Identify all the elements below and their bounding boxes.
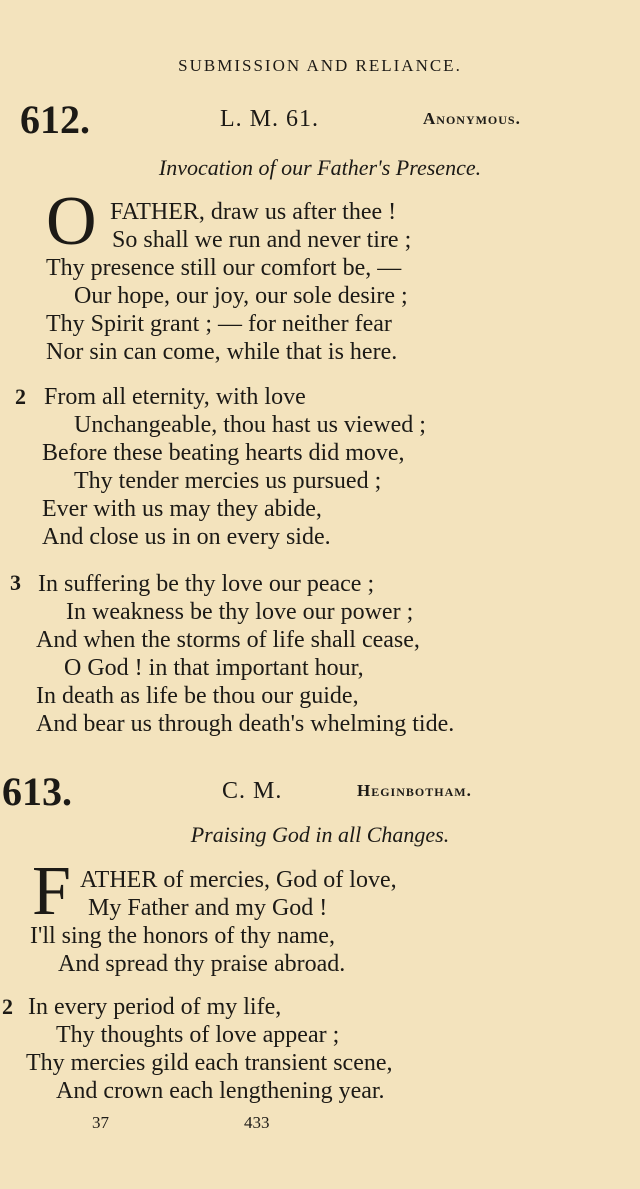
verse-number: 3 bbox=[10, 570, 21, 595]
verse-line: Before these beating hearts did move, bbox=[42, 440, 405, 466]
verse-line: In death as life be thou our guide, bbox=[36, 683, 359, 709]
verse-line: O God ! in that important hour, bbox=[64, 655, 364, 681]
verse-line: Thy Spirit grant ; — for neither fear bbox=[46, 311, 392, 337]
verse-line: And spread thy praise abroad. bbox=[58, 951, 346, 977]
verse-line: In suffering be thy love our peace ; bbox=[38, 571, 375, 597]
verse-line: Thy presence still our comfort be, — bbox=[46, 255, 402, 281]
verse-line: Our hope, our joy, our sole desire ; bbox=[74, 283, 408, 309]
verse-line: My Father and my God ! bbox=[88, 895, 328, 921]
hymn-author: Heginbotham. bbox=[357, 781, 472, 800]
verse-line: Thy thoughts of love appear ; bbox=[56, 1022, 340, 1048]
verse-line: And when the storms of life shall cease, bbox=[36, 627, 420, 653]
drop-cap: O bbox=[46, 183, 97, 260]
drop-cap: F bbox=[32, 853, 71, 930]
verse-line: And crown each lengthening year. bbox=[56, 1078, 385, 1104]
hymn-612-subtitle: Invocation of our Father's Presence. bbox=[158, 155, 482, 180]
running-head: SUBMISSION AND RELIANCE. bbox=[178, 56, 462, 75]
verse-line: In every period of my life, bbox=[28, 994, 282, 1020]
hymn-number: 612. bbox=[20, 97, 90, 142]
hymn-meter: C. M. bbox=[222, 778, 283, 804]
hymn-meter: L. M. 61. bbox=[220, 106, 319, 132]
signature-mark: 37 bbox=[92, 1113, 109, 1132]
hymn-number: 613. bbox=[2, 769, 72, 814]
verse-line: FATHER, draw us after thee ! bbox=[110, 199, 397, 225]
verse-line: Thy tender mercies us pursued ; bbox=[74, 468, 382, 494]
verse-line: ATHER of mercies, God of love, bbox=[80, 867, 397, 893]
verse-line: So shall we run and never tire ; bbox=[112, 227, 412, 253]
verse-line: I'll sing the honors of thy name, bbox=[30, 923, 335, 949]
verse-line: Nor sin can come, while that is here. bbox=[46, 339, 398, 365]
verse-number: 2 bbox=[2, 994, 13, 1019]
verse-line: And close us in on every side. bbox=[42, 524, 331, 550]
verse-line: Thy mercies gild each transient scene, bbox=[26, 1050, 393, 1076]
hymn-613-header bbox=[0, 768, 640, 812]
hymn-author: Anonymous. bbox=[423, 109, 521, 128]
hymn-612-header bbox=[0, 96, 640, 140]
verse-line: In weakness be thy love our power ; bbox=[66, 599, 414, 625]
page-number: 433 bbox=[244, 1113, 270, 1132]
verse-number: 2 bbox=[15, 384, 26, 409]
verse-line: Ever with us may they abide, bbox=[42, 496, 322, 522]
verse-line: And bear us through death's whelming tide. bbox=[36, 711, 455, 737]
verse-line: Unchangeable, thou hast us viewed ; bbox=[74, 412, 426, 438]
verse-line: From all eternity, with love bbox=[44, 384, 306, 410]
hymn-613-subtitle: Praising God in all Changes. bbox=[190, 822, 450, 847]
